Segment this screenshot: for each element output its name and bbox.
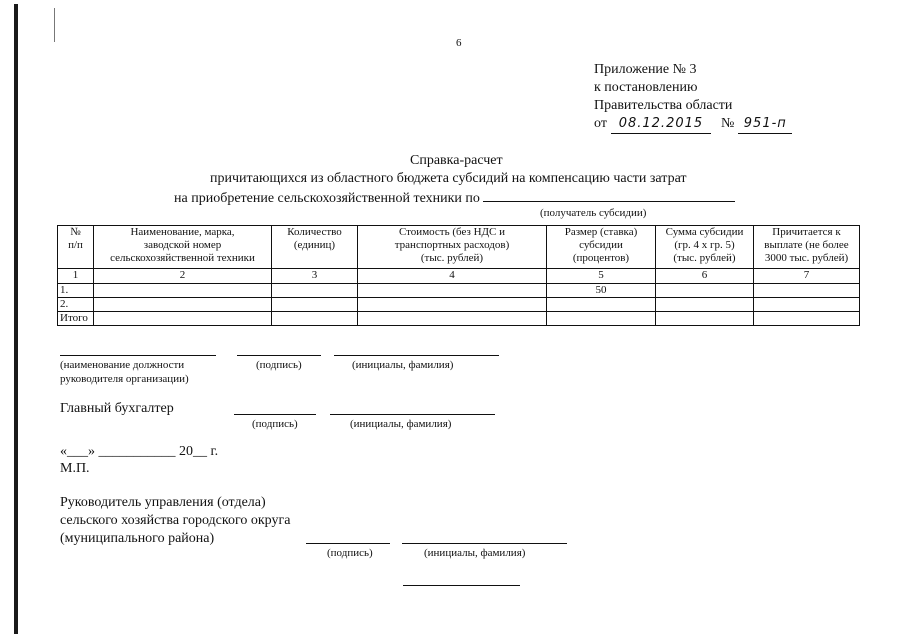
stamp-label: М.П.: [60, 461, 90, 476]
appendix-date-line: [594, 115, 792, 134]
col-header-name-text: Наименование, марка, заводской номер сельскохозяйственной техники: [110, 226, 255, 264]
col-header-number-text: № п/п: [68, 226, 83, 251]
name-signature-line: [330, 414, 495, 415]
handwritten-number: 951-п: [738, 115, 792, 134]
table-cell: [272, 284, 358, 298]
table-cell: [94, 284, 272, 298]
document-subtitle-1: причитающихся из областного бюджета субсидий на компенсацию части затрат: [210, 171, 687, 186]
index-cell: 5: [547, 269, 656, 284]
col-header-payable: [754, 226, 860, 269]
index-cell: 1: [58, 269, 94, 284]
document-title: Справка-расчет: [410, 153, 503, 168]
recipient-caption: (получатель субсидии): [540, 207, 647, 219]
col-header-cost: [358, 226, 547, 269]
table-cell: 50: [547, 284, 656, 298]
table-cell: 1.: [58, 284, 94, 298]
table-cell: [358, 298, 547, 312]
table-cell: [656, 312, 754, 326]
table-cell: [547, 298, 656, 312]
document-subtitle-2-text: на приобретение сельскохозяйственной техники по: [174, 191, 480, 206]
subsidy-table: [57, 225, 860, 326]
from-label: от: [594, 116, 607, 131]
col-header-payable-text: Причитается к выплате (не более 3000 тыс. рублей): [764, 226, 849, 264]
table-header-row: [58, 226, 860, 269]
signature-caption: (подпись): [327, 547, 373, 559]
table-total-row: [58, 312, 860, 326]
appendix-block: [594, 61, 792, 134]
appendix-line-3: Правительства области: [594, 98, 733, 113]
name-caption: (инициалы, фамилия): [424, 547, 526, 559]
recipient-fill-line: [483, 189, 735, 202]
position-caption: (наименование должности руководителя организации): [60, 359, 189, 385]
col-header-quantity-text: Количество (единиц): [287, 226, 342, 251]
department-head-label: Руководитель управления (отдела) сельского хозяйства городского округа (муниципального района): [60, 495, 291, 546]
col-header-number: [58, 226, 94, 269]
signature-line: [237, 355, 321, 356]
table-cell: [754, 298, 860, 312]
table-cell: [358, 312, 547, 326]
table-cell: 2.: [58, 298, 94, 312]
table-cell: [754, 284, 860, 298]
position-signature-line: [60, 355, 216, 356]
table-cell: Итого: [58, 312, 94, 326]
col-header-rate-text: Размер (ставка) субсидии (процентов): [564, 226, 638, 264]
table-cell: [358, 284, 547, 298]
scan-edge-line: [14, 4, 18, 634]
table-cell: [754, 312, 860, 326]
index-cell: 3: [272, 269, 358, 284]
document-subtitle-2: [174, 189, 735, 207]
col-header-sum: [656, 226, 754, 269]
signature-caption: (подпись): [256, 359, 302, 371]
scan-margin-mark: [54, 8, 55, 42]
table-row: [58, 284, 860, 298]
appendix-line-2: к постановлению: [594, 80, 698, 95]
table-cell: [94, 298, 272, 312]
handwritten-date: 08.12.2015: [611, 115, 711, 134]
table-row: [58, 298, 860, 312]
table-cell: [94, 312, 272, 326]
name-signature-line: [402, 543, 567, 544]
table-cell: [272, 312, 358, 326]
signature-caption: (подпись): [252, 418, 298, 430]
signature-line: [306, 543, 390, 544]
page-number: 6: [456, 37, 462, 49]
table-index-row: [58, 269, 860, 284]
name-caption: (инициалы, фамилия): [352, 359, 454, 371]
index-cell: 7: [754, 269, 860, 284]
name-caption: (инициалы, фамилия): [350, 418, 452, 430]
number-sign: №: [720, 116, 735, 131]
col-header-cost-text: Стоимость (без НДС и транспортных расходов) (тыс. рублей): [394, 226, 510, 264]
col-header-rate: [547, 226, 656, 269]
bottom-line: [403, 585, 520, 586]
col-header-name: [94, 226, 272, 269]
index-cell: 2: [94, 269, 272, 284]
index-cell: 6: [656, 269, 754, 284]
table-cell: [272, 298, 358, 312]
col-header-sum-text: Сумма субсидии (гр. 4 х гр. 5) (тыс. рублей): [665, 226, 744, 264]
index-cell: 4: [358, 269, 547, 284]
col-header-quantity: [272, 226, 358, 269]
table-cell: [656, 284, 754, 298]
table-cell: [547, 312, 656, 326]
date-line: «___» ___________ 20__ г.: [60, 444, 219, 459]
signature-line: [234, 414, 316, 415]
appendix-line-1: Приложение № 3: [594, 62, 697, 77]
name-signature-line: [334, 355, 499, 356]
table-cell: [656, 298, 754, 312]
chief-accountant-label: Главный бухгалтер: [60, 401, 174, 416]
